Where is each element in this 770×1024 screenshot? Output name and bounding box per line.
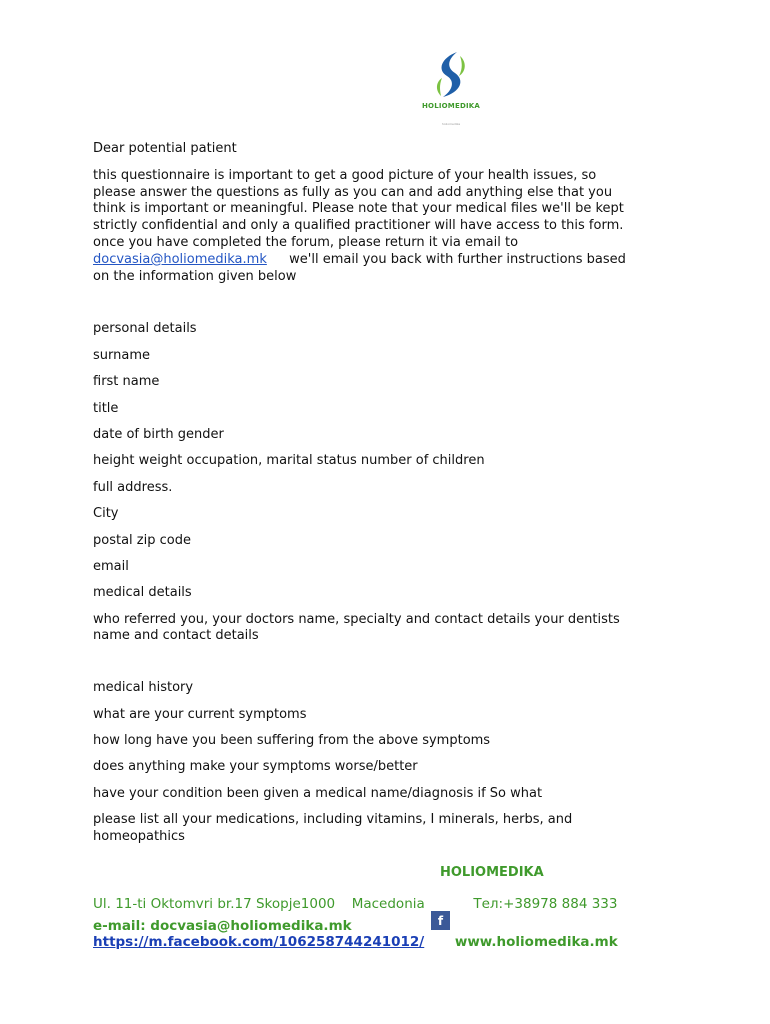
field-medical-history: medical history <box>93 680 194 696</box>
field-height-weight: height weight occupation, marital status number of children <box>93 453 485 469</box>
intro-line: strictly confidential and only a qualified practitioner will have access to this form. <box>93 218 624 234</box>
intro-line: think is important or meaningful. Please note that your medical files we'll be kept <box>93 201 624 217</box>
field-email: email <box>93 558 129 574</box>
personal-fields <box>93 321 683 645</box>
footer-brand: HOLIOMEDIKA <box>440 865 544 880</box>
footer-links-line <box>93 934 618 950</box>
medical-fields <box>93 680 683 846</box>
letter-body <box>93 141 683 855</box>
field-medical-details: medical details <box>93 585 192 601</box>
field-full-address: full address. <box>93 479 173 495</box>
field-surname: surname <box>93 347 150 363</box>
medications-line: please list all your medications, including vitamins, I minerals, herbs, and <box>93 812 573 828</box>
footer-country: Macedonia <box>351 896 425 912</box>
greeting: Dear potential patient <box>93 141 237 156</box>
footer-email[interactable]: docvasia@holiomedika.mk <box>150 918 352 934</box>
logo-name: HOLIOMEDIKA <box>421 102 481 110</box>
field-title: title <box>93 400 119 416</box>
intro-line: on the information given below <box>93 268 297 284</box>
intro-line: please answer the questions as fully as you can and add anything else that you <box>93 184 613 200</box>
email-line <box>93 252 683 269</box>
intro-paragraph <box>93 168 683 286</box>
footer-email-line <box>93 918 352 934</box>
field-first-name: first name <box>93 374 160 390</box>
intro-line: once you have completed the forum, please return it via email to <box>93 234 519 250</box>
logo-mark-icon <box>433 50 469 100</box>
footer-phone: Тел:+38978 884 333 <box>473 896 618 912</box>
facebook-link[interactable]: https://m.facebook.com/106258744241012/ <box>93 934 425 950</box>
field-medications <box>93 812 683 846</box>
field-postal-code: postal zip code <box>93 532 191 548</box>
referral-line: who referred you, your doctors name, specialty and contact details your dentists <box>93 611 620 627</box>
footer-email-label: e-mail: <box>93 918 146 934</box>
field-diagnosis: have your condition been given a medical name/diagnosis if So what <box>93 785 543 801</box>
field-referral <box>93 612 683 646</box>
after-email-text: we'll email you back with further instructions based <box>289 251 626 267</box>
field-city: City <box>93 506 119 522</box>
intro-line: this questionnaire is important to get a good picture of your health issues, so <box>93 167 597 183</box>
holiomedika-logo <box>420 50 482 130</box>
field-personal-details: personal details <box>93 321 197 337</box>
field-dob-gender: date of birth gender <box>93 426 224 442</box>
field-current-symptoms: what are your current symptoms <box>93 706 307 722</box>
website-link[interactable]: www.holiomedika.mk <box>454 934 618 950</box>
field-worse-better: does anything make your symptoms worse/better <box>93 759 418 775</box>
logo-tagline: holiomedika <box>441 122 461 126</box>
field-symptom-duration: how long have you been suffering from the above symptoms <box>93 733 491 749</box>
footer-address-line <box>93 896 617 912</box>
footer-address: Ul. 11-ti Oktomvri br.17 Skopje1000 <box>93 896 336 912</box>
referral-line: name and contact details <box>93 628 259 644</box>
medications-line: homeopathics <box>93 829 185 845</box>
email-link[interactable]: docvasia@holiomedika.mk <box>93 251 267 267</box>
facebook-icon[interactable]: f <box>431 911 450 930</box>
